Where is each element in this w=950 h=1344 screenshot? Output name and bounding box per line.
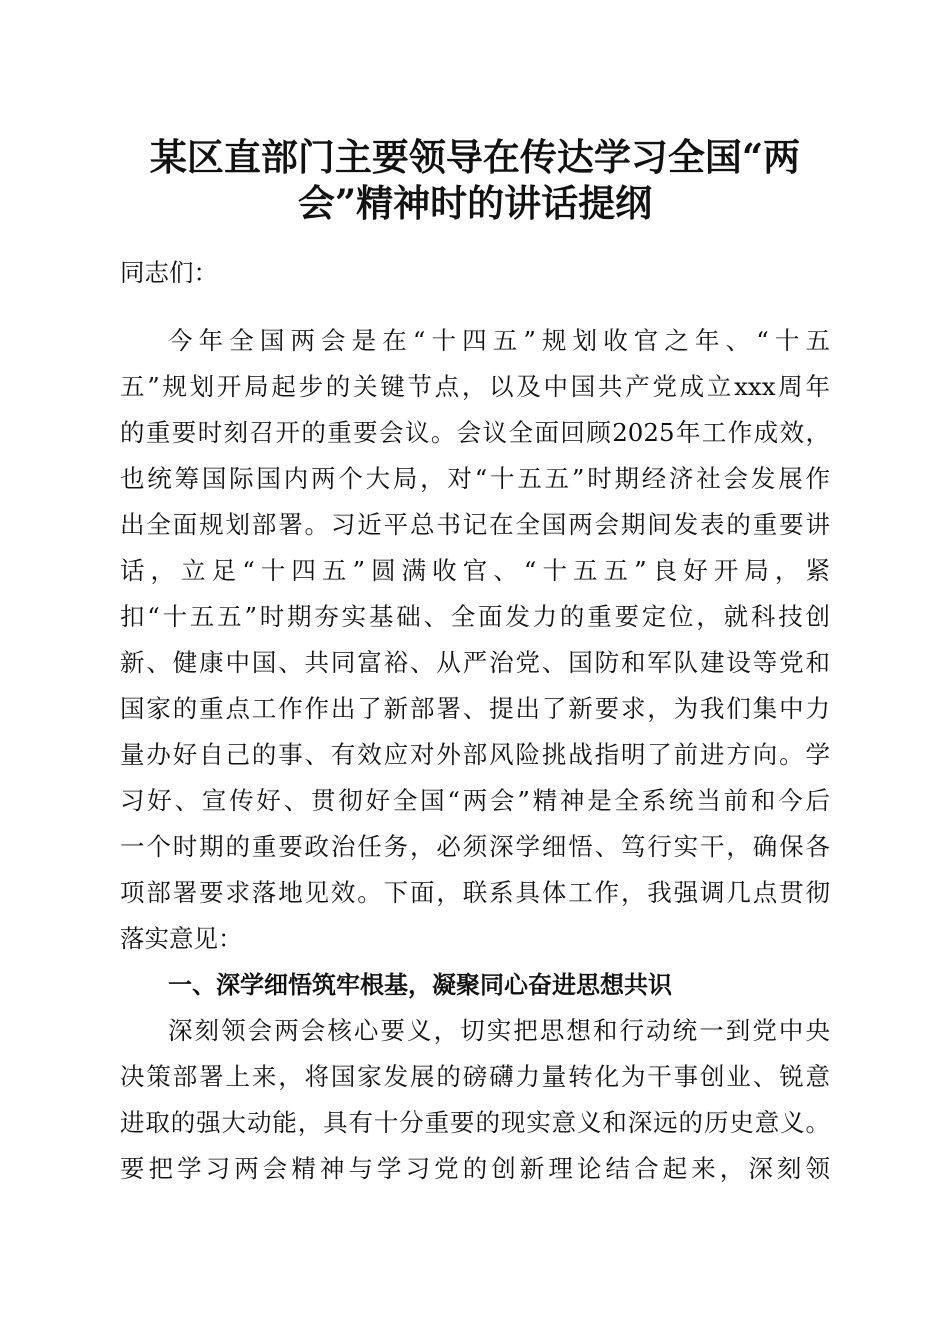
paragraph-2-line: 深刻领会两会核心要义，切实把思想和行动统一到党中央 [168, 1016, 830, 1045]
section-1-heading: 一、深学细悟筑牢根基，凝聚同心奋进思想共识 [168, 971, 672, 999]
paragraph-1-line: 的重要时刻召开的重要会议。会议全面回顾2025年工作成效， [120, 418, 830, 447]
paragraph-1-line: 习好、宣传好、贯彻好全国“两会”精神是全系统当前和今后 [120, 786, 830, 815]
paragraph-1-line: 话，立足“十四五”圆满收官、“十五五”良好开局，紧 [120, 556, 830, 585]
paragraph-1-line: 国家的重点工作作出了新部署、提出了新要求，为我们集中力 [120, 694, 830, 723]
paragraph-1-line: 一个时期的重要政治任务，必须深学细悟、笃行实干，确保各 [120, 832, 830, 861]
paragraph-1-line: 五”规划开局起步的关键节点，以及中国共产党成立xxx周年 [120, 372, 830, 401]
paragraph-1-line: 今年全国两会是在“十四五”规划收官之年、“十五 [168, 326, 830, 355]
paragraph-2-line: 进取的强大动能，具有十分重要的现实意义和深远的历史意义。 [120, 1108, 830, 1137]
paragraph-1-line: 量办好自己的事、有效应对外部风险挑战指明了前进方向。学 [120, 740, 830, 769]
document-title-line-1: 某区直部门主要领导在传达学习全国“两 [149, 135, 801, 179]
salutation: 同志们： [120, 258, 218, 287]
paragraph-1-line: 也统筹国际国内两个大局，对“十五五”时期经济社会发展作 [120, 464, 830, 493]
paragraph-1-line: 扣“十五五”时期夯实基础、全面发力的重要定位，就科技创 [120, 602, 830, 631]
paragraph-1-line: 落实意见： [120, 924, 243, 953]
document-title-line-2: 会”精神时的讲话提纲 [297, 181, 653, 225]
paragraph-1-line: 新、健康中国、共同富裕、从严治党、国防和军队建设等党和 [120, 648, 830, 677]
paragraph-2-line: 决策部署上来，将国家发展的磅礴力量转化为干事创业、锐意 [120, 1062, 830, 1091]
paragraph-1-line: 出全面规划部署。习近平总书记在全国两会期间发表的重要讲 [120, 510, 830, 539]
paragraph-1-line: 项部署要求落地见效。下面，联系具体工作，我强调几点贯彻 [120, 878, 830, 907]
paragraph-2-line: 要把学习两会精神与学习党的创新理论结合起来，深刻领 [120, 1154, 830, 1183]
